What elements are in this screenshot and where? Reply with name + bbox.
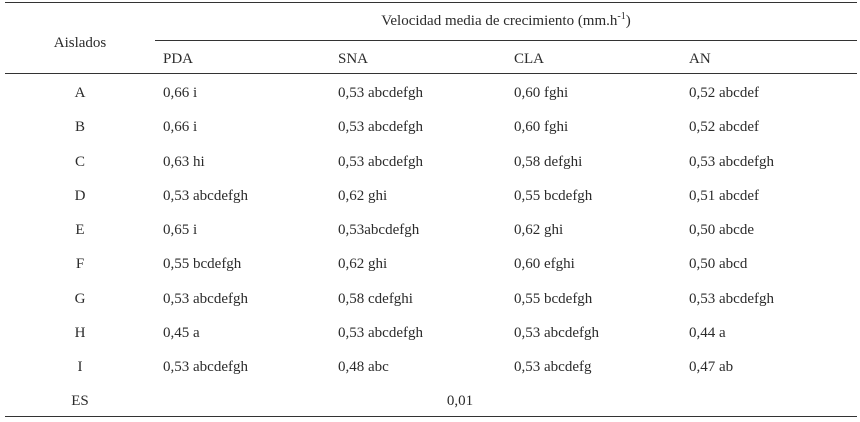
group-header-suffix: ) (625, 13, 631, 29)
table-cell: 0,53 abcdefgh (514, 325, 599, 341)
table-cell: 0,53 abcdefgh (338, 85, 423, 101)
table-cell: 0,58 cdefghi (338, 291, 413, 307)
table-bottom-rule (5, 416, 857, 417)
table-cell: 0,62 ghi (338, 188, 388, 204)
table-cell: 0,60 fghi (514, 119, 569, 135)
column-header-cla: CLA (514, 51, 544, 67)
table-cell: 0,55 bcdefgh (514, 291, 593, 307)
table-cell: 0,62 ghi (338, 256, 388, 272)
table-cell: 0,52 abcdef (689, 85, 759, 101)
table-cell: 0,47 ab (689, 359, 734, 375)
table-cell: 0,65 i (163, 222, 198, 238)
row-label: F (75, 256, 85, 272)
table-cell: 0,53 abcdefgh (163, 359, 248, 375)
table-cell: 0,44 a (689, 325, 726, 341)
table-cell: 0,53 abcdefgh (338, 119, 423, 135)
table-cell: 0,53 abcdefgh (163, 188, 248, 204)
table-cell: 0,53 abcdefgh (689, 291, 774, 307)
row-label: G (74, 291, 86, 307)
row-label: H (74, 325, 86, 341)
table-cell: 0,53 abcdefgh (338, 154, 423, 170)
table-cell: 0,50 abcde (689, 222, 754, 238)
table-cell: 0,53 abcdefgh (338, 325, 423, 341)
table-cell: 0,66 i (163, 119, 198, 135)
table-cell: 0,50 abcd (689, 256, 748, 272)
group-header (155, 12, 857, 30)
table-cell: 0,62 ghi (514, 222, 564, 238)
table-cell: 0,51 abcdef (689, 188, 759, 204)
row-label: D (74, 188, 86, 204)
group-header-text: Velocidad media de crecimiento (mm.h (381, 13, 618, 29)
footer-label-es: ES (71, 393, 89, 409)
table-cell: 0,60 efghi (514, 256, 575, 272)
group-header-superscript: -1 (617, 11, 626, 22)
column-header-sna: SNA (338, 51, 369, 67)
table-cell: 0,53 abcdefgh (689, 154, 774, 170)
column-header-pda: PDA (163, 51, 194, 67)
column-header-an: AN (689, 51, 711, 67)
group-header-rule (155, 40, 857, 41)
footer-value-es: 0,01 (446, 393, 474, 409)
header-bottom-rule (5, 73, 857, 74)
table-cell: 0,53abcdefgh (338, 222, 420, 238)
row-header-aislados: Aislados (53, 35, 107, 51)
row-label: A (74, 85, 86, 101)
table-cell: 0,63 hi (163, 154, 205, 170)
table-cell: 0,58 defghi (514, 154, 583, 170)
table-cell: 0,55 bcdefgh (163, 256, 242, 272)
table-cell: 0,60 fghi (514, 85, 569, 101)
table-top-rule (5, 2, 857, 3)
row-label: B (74, 119, 85, 135)
table-cell: 0,52 abcdef (689, 119, 759, 135)
row-label: I (77, 359, 83, 375)
table-cell: 0,66 i (163, 85, 198, 101)
table-cell: 0,53 abcdefg (514, 359, 592, 375)
row-label: C (74, 154, 85, 170)
table-cell: 0,55 bcdefgh (514, 188, 593, 204)
table-cell: 0,53 abcdefgh (163, 291, 248, 307)
table-cell: 0,48 abc (338, 359, 389, 375)
row-label: E (75, 222, 85, 238)
table-cell: 0,45 a (163, 325, 200, 341)
